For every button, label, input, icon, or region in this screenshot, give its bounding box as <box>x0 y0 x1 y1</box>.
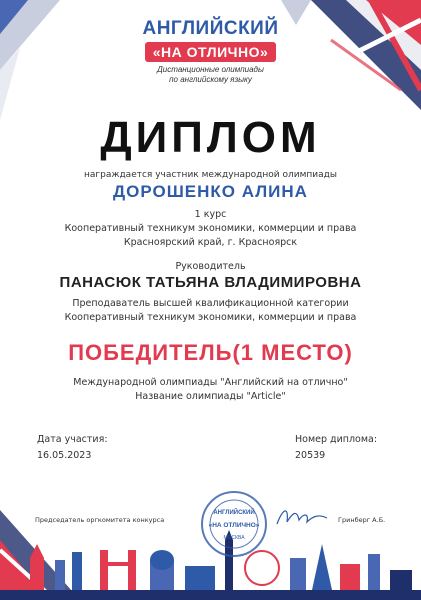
student-institution: Кооперативный техникум экономики, коммерции и права <box>64 223 357 234</box>
student-course: 1 курс <box>194 209 227 220</box>
stamp-middle-text: «НА ОТЛИЧНО» <box>208 522 260 529</box>
student-location: Красноярский край, г. Красноярск <box>123 237 298 248</box>
brand-title: АНГЛИЙСКИЙ <box>142 18 279 39</box>
date-value: 16.05.2023 <box>37 450 92 461</box>
olympiad-name: Международной олимпиады "Английский на отлично" <box>73 377 348 388</box>
student-name: ДОРОШЕНКО АЛИНА <box>113 182 308 201</box>
leader-institution: Кооперативный техникум экономики, коммерции и права <box>64 312 357 323</box>
diploma-title: ДИПЛОМ <box>100 113 321 162</box>
leader-label: Руководитель <box>175 261 246 272</box>
date-label: Дата участия: <box>37 434 108 445</box>
chairman-caption: Председатель оргкомитета конкурса <box>35 516 165 524</box>
leader-name: ПАНАСЮК ТАТЬЯНА ВЛАДИМИРОВНА <box>59 274 362 291</box>
official-stamp <box>200 490 268 558</box>
brand-logo <box>0 18 421 85</box>
diploma-number-value: 20539 <box>295 450 326 461</box>
result-title: ПОБЕДИТЕЛЬ(1 МЕСТО) <box>68 340 353 365</box>
leader-position: Преподаватель высшей квалификационной категории <box>72 298 349 309</box>
stamp-bottom-text: МОСКВА <box>223 535 245 541</box>
brand-tagline-2: по английскому языку <box>169 75 252 84</box>
handwritten-signature <box>275 502 335 530</box>
olympiad-title: Название олимпиады "Article" <box>135 391 286 402</box>
diploma-number-label: Номер диплома: <box>295 434 378 445</box>
awarded-text: награждается участник международной олимпиады <box>84 170 337 180</box>
brand-subtitle-badge: «НА ОТЛИЧНО» <box>145 42 277 62</box>
chairman-name: Гринберг А.Б. <box>338 516 386 524</box>
brand-tagline-1: Дистанционные олимпиады <box>157 65 264 74</box>
stamp-top-text: АНГЛИЙСКИЙ <box>213 510 255 516</box>
